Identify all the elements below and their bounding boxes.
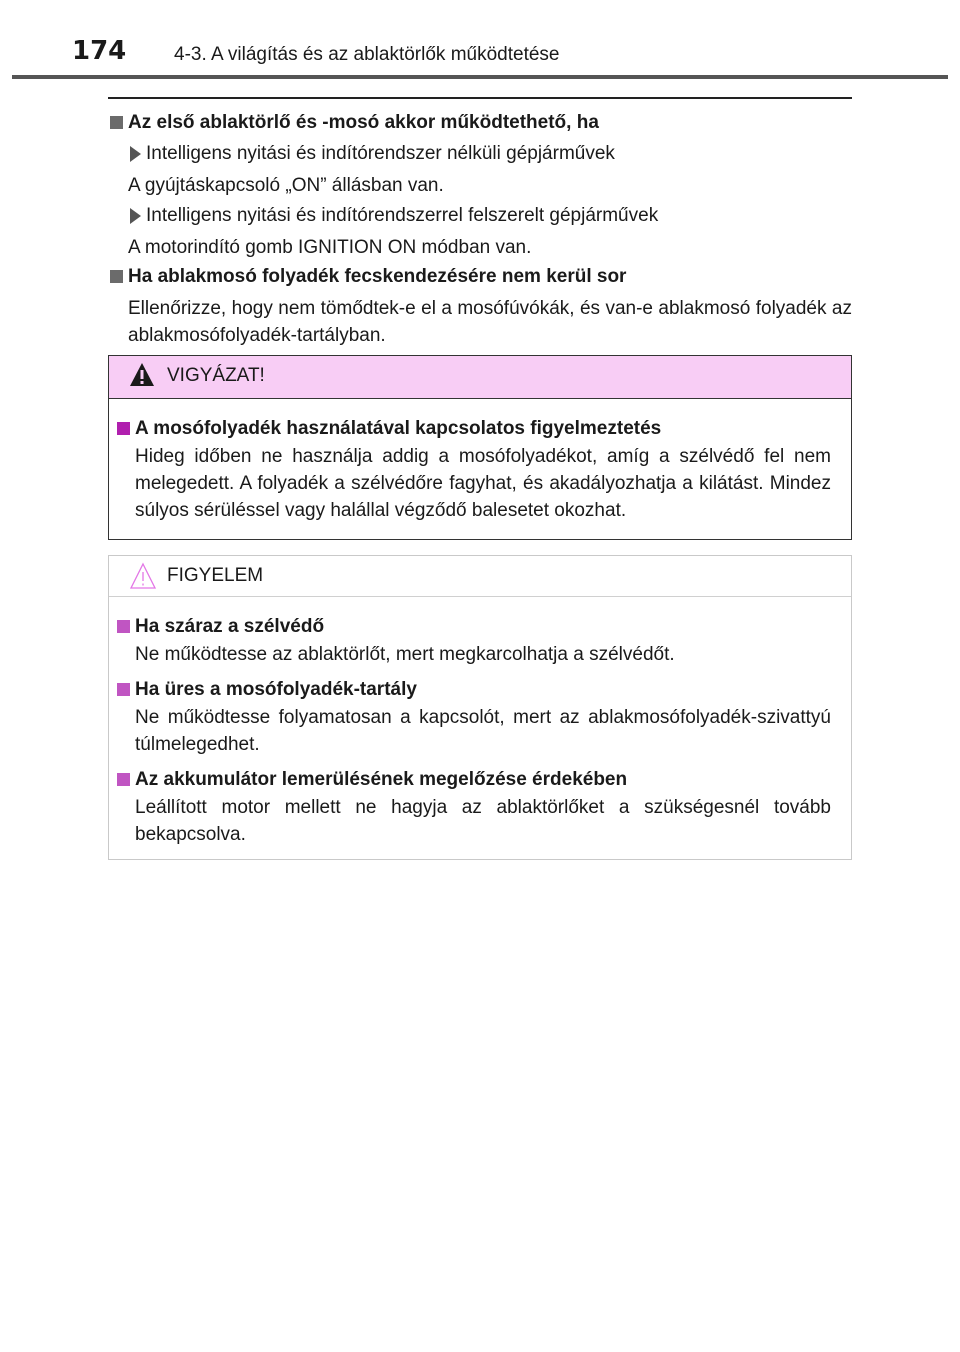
paragraph: A motorindító gomb IGNITION ON módban van. [128,237,532,258]
paragraph: A gyújtáskapcsoló „ON” állásban van. [128,175,444,196]
section-heading [108,109,852,137]
caution-item-text: Ne működtesse folyamatosan a kapcsolót, mert az ablakmosófolyadék-szivattyú túlmelegedhet. [135,707,831,755]
triangle-right-icon [130,208,141,224]
square-bullet-icon [117,620,130,633]
page-header [0,0,960,90]
main-content [108,107,852,349]
caution-item-heading-text: Ha üres a mosófolyadék-tartály [135,679,417,700]
section-heading-text: Az első ablaktörlő és -mosó akkor működtethető, ha [128,112,599,133]
warning-item-heading-text: A mosófolyadék használatával kapcsolatos figyelmeztetés [135,418,662,439]
header-divider [12,75,948,79]
square-bullet-icon [117,422,130,435]
warning-item-text: Hideg időben ne használja addig a mosófolyadékot, amíg a szélvédő fel nem melegedett. A folyadék a szélvédőre fagyhat, és akadályozhatja a kilátást. Mindez súlyos sérüléssel vagy halállal végződő balesetet okozhat. [135,446,831,521]
square-bullet-icon [110,270,123,283]
caution-triangle-icon [129,562,157,590]
caution-item-heading-text: Ha száraz a szélvédő [135,616,325,637]
warning-item-heading [115,415,831,443]
caution-body [109,597,851,848]
warning-box [108,355,852,540]
warning-title: VIGYÁZAT! [167,365,265,386]
square-bullet-icon [117,683,130,696]
caution-header [109,556,851,597]
section-heading [108,263,852,291]
caution-item-heading-text: Az akkumulátor lemerülésének megelőzése érdekében [135,769,628,790]
warning-triangle-icon [129,362,155,388]
subsection [108,202,852,230]
subsection [108,140,852,168]
square-bullet-icon [117,773,130,786]
caution-item-heading [115,766,831,794]
square-bullet-icon [110,116,123,129]
chapter-title: 4-3. A világítás és az ablaktörlők működtetése [174,44,560,65]
caution-item-text: Ne működtesse az ablaktörlőt, mert megkarcolhatja a szélvédőt. [135,644,675,665]
content-top-divider [108,97,852,99]
caution-item-heading [115,613,831,641]
subsection-text: Intelligens nyitási és indítórendszer nélküli gépjárművek [146,143,615,164]
section-heading-text: Ha ablakmosó folyadék fecskendezésére nem kerül sor [128,266,627,287]
warning-body [109,399,851,524]
caution-box [108,555,852,860]
triangle-right-icon [130,146,141,162]
caution-title: FIGYELEM [167,565,264,586]
paragraph: Ellenőrizze, hogy nem tömődtek-e el a mosófúvókák, és van-e ablakmosó folyadék az ablakmosófolyadék-tartályban. [128,298,852,346]
subsection-text: Intelligens nyitási és indítórendszerrel felszerelt gépjárművek [146,205,659,226]
warning-header [109,356,851,399]
caution-item-heading [115,676,831,704]
caution-item-text: Leállított motor mellett ne hagyja az ablaktörlőket a szükségesnél tovább bekapcsolva. [135,797,831,845]
page-number: 174 [72,36,127,66]
